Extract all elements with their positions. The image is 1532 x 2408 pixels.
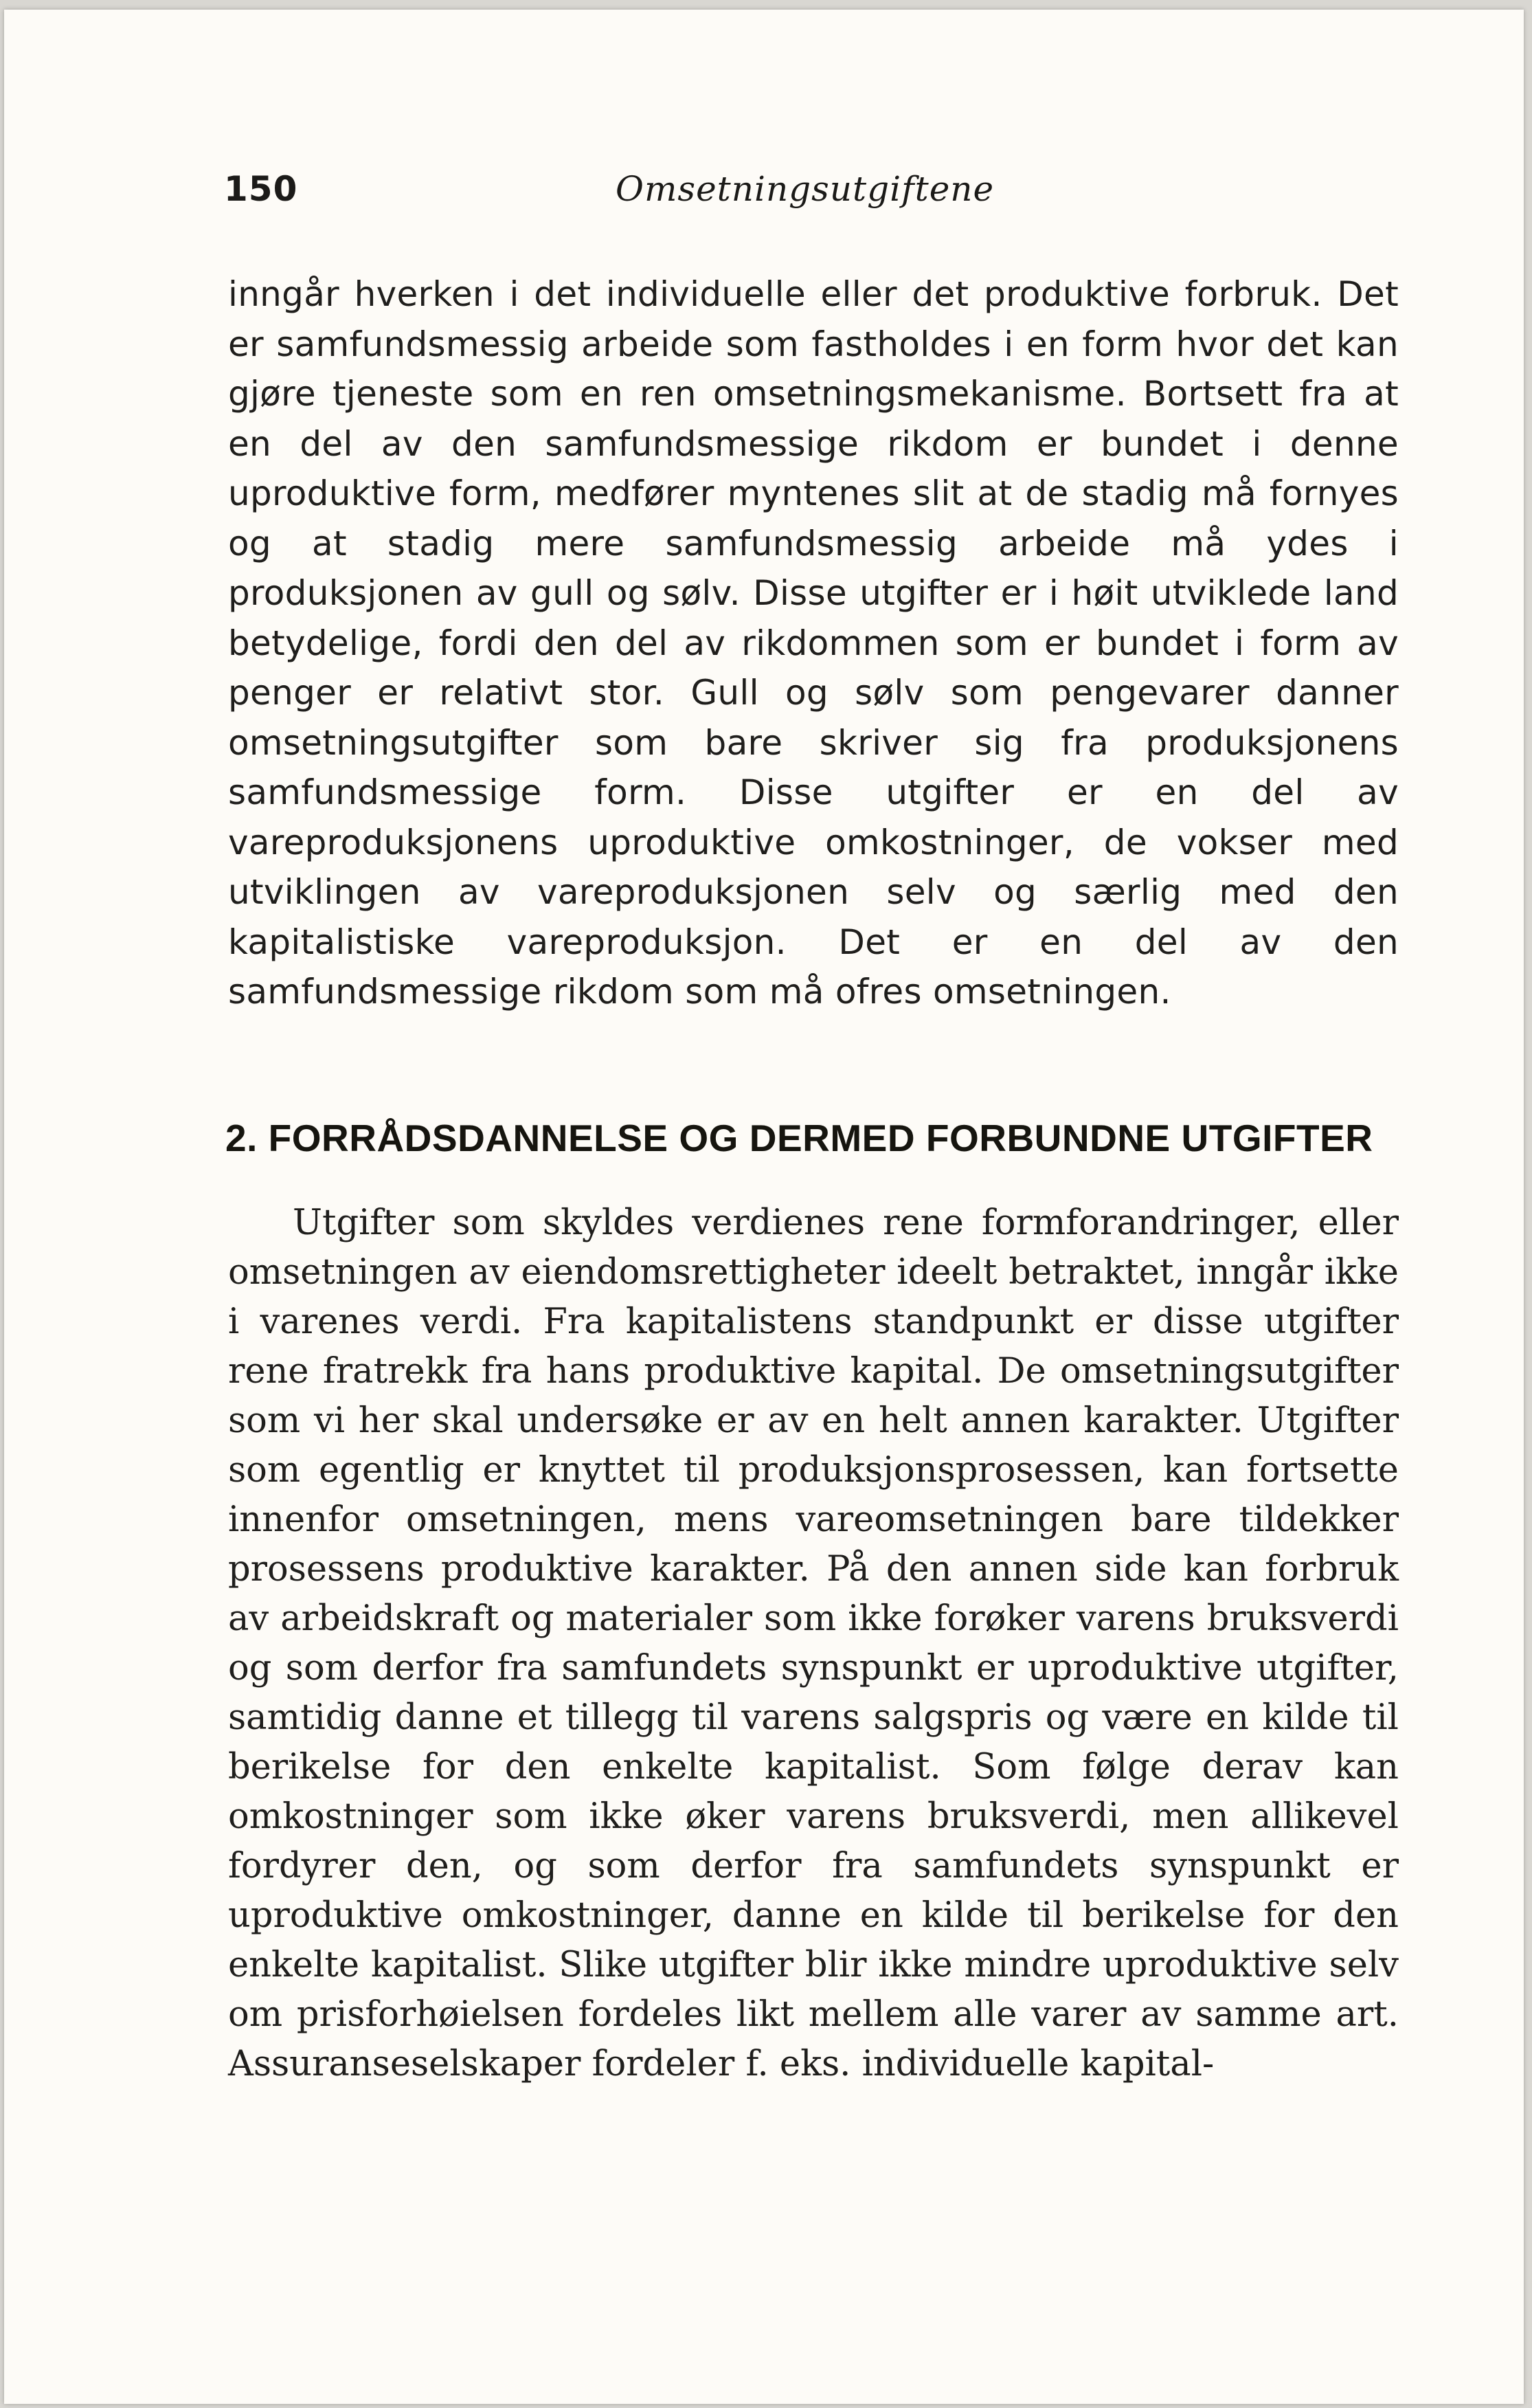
book-page [4, 10, 1524, 2404]
page-number: 150 [224, 169, 298, 209]
section-heading: 2. FORRÅDSDANNELSE OG DERMED FORBUNDNE UTGIFTER [225, 1117, 1373, 1159]
page-header [224, 169, 1401, 217]
running-head: Omsetningsutgiftene [616, 169, 995, 209]
body-paragraph-1: inngår hverken i det individuelle eller det produktive forbruk. Det er samfundsmessig arbeide som fastholdes i en form hvor det kan gjøre tjeneste som en ren omsetningsmekanisme. Bortsett fra at en del av den samfundsmessige rikdom er bundet i denne uproduktive form, medfører myntenes slit at de stadig må fornyes og at stadig mere samfundsmessig arbeide må ydes i produksjonen av gull og sølv. Disse utgifter er i høit utviklede land betydelige, fordi den del av rikdommen som er bundet i form av penger er relativt stor. Gull og sølv som pengevarer danner omsetningsutgifter som bare skriver sig fra produksjonens samfundsmessige form. Disse utgifter er en del av vareproduksjonens uproduktive omkostninger, de vokser med utviklingen av vareproduksjonen selv og særlig med den kapitalistiske vareproduksjon. Det er en del av den samfundsmessige rikdom som må ofres omsetningen. [228, 274, 1399, 1012]
body-paragraph-2: Utgifter som skyldes verdienes rene formforandringer, eller omsetningen av eiendomsrettigheter ideelt betraktet, inngår ikke i varenes verdi. Fra kapitalistens standpunkt er disse utgifter rene fratrekk fra hans produktive kapital. De omsetningsutgifter som vi her skal undersøke er av en helt annen karakter. Utgifter som egentlig er knyttet til produksjonsprosessen, kan fortsette innenfor omsetningen, mens vareomsetningen bare tildekker prosessens produktive karakter. På den annen side kan forbruk av arbeidskraft og materialer som ikke forøker varens bruksverdi og som derfor fra samfundets synspunkt er uproduktive utgifter, samtidig danne et tillegg til varens salgspris og være en kilde til berikelse for den enkelte kapitalist. Som følge derav kan omkostninger som ikke øker varens bruksverdi, men allikevel fordyrer den, og som derfor fra samfundets synspunkt er uproduktive omkostninger, danne en kilde til berikelse for den enkelte kapitalist. Slike utgifter blir ikke mindre uproduktive selv om prisforhøielsen fordeles likt mellem alle varer av samme art. Assuranseselskaper fordeler f. eks. individuelle kapital- [228, 1203, 1399, 2084]
